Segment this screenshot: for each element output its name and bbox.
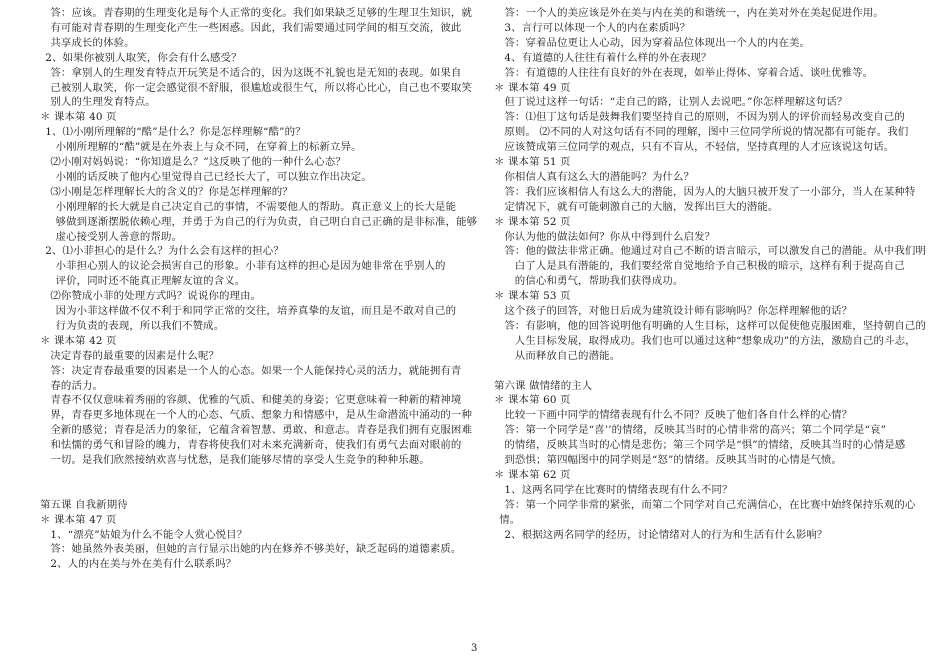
text-line: 有可能对青春期的生理变化产生一些困惑。因此，我们需要通过同学间的相互交流，彼此: [50, 21, 462, 34]
text-line: 3、言行可以体现一个人的内在素质吗？: [504, 21, 691, 34]
text-line: 评价，同时还不能真正理解友谊的含义。: [55, 275, 246, 288]
text-line: 和怯懦的勇气和冒险的魄力，青春将使我们对未来充满新奇，使我们有勇气去面对眼前的: [50, 439, 462, 452]
text-line: 己被别人取笑，你一定会感觉很不舒服，很尴尬或很生气，所以将心比心，自己也不要取笑: [50, 81, 473, 94]
text-line: 答：我们应该相信人有这么大的潜能，因为人的大脑只被开发了一小部分，当人在某种特: [504, 185, 916, 198]
text-line: 从而释放自己的潜能。: [514, 349, 621, 362]
text-line: ＊ 课本第 42 页: [40, 334, 117, 347]
text-line: 你认为他的做法如何？你从中得到什么启发？: [504, 230, 716, 243]
text-line: 答：第一个同学是“喜’’的情绪，反映其当时的心情非常的高兴；第二个同学是“哀”: [504, 424, 887, 437]
text-line: ＊ 课本第 51 页: [494, 156, 571, 168]
text-line: 1、这两名同学在比赛时的情绪表现有什么不同？: [504, 483, 733, 496]
text-line: ＊ 课本第 40 页: [40, 111, 117, 124]
text-line: 答：有道德的人往往有良好的外在表现，如举止得体、穿着合适、谈吐优雅等。: [504, 66, 874, 79]
text-line: 答：一个人的美应该是外在美与内在美的和谐统一，内在美对外在美起促进作用。: [504, 7, 884, 19]
text-line: 够做到逐渐摆脱依赖心理，并勇于为自己的行为负责，自己明白自己正确的是非标准，能够: [55, 215, 478, 228]
text-line: 比较一下画中同学的情绪表现有什么不同？反映了他们各自什么样的心情？: [504, 409, 853, 422]
text-line: 小菲担心别人的议论会损害自己的形象。小菲有这样的担心是因为她非常在乎别人的: [55, 260, 446, 273]
text-line: 到恐惧；第四幅图中的同学则是“怒”的情绪。反映其当时的心情是气愤。: [504, 454, 843, 466]
text-line: 一切。是我们欣然接纳欢喜与忧愁，是我们能够尽情的享受人生竞争的种种乐趣。: [50, 454, 430, 466]
text-line: 答：她虽然外表美丽，但她的言行显示出她的内在修养不够美好，缺乏起码的道德素质。: [50, 543, 462, 556]
text-line: ＊ 课本第 53 页: [494, 290, 571, 303]
text-line: 的情绪，反映其当时的心情是悲伤；第三个同学是“惧”的情绪，反映其当时的心情是感: [504, 439, 906, 452]
text-line: 行为负责的表现，所以我们不赞成。: [55, 319, 225, 332]
text-line: ⑵你赞成小菲的处理方式吗？说说你的理由。: [50, 290, 262, 303]
text-line: 答：拿别人的生理发育特点开玩笑是不适合的，因为这既不礼貌也是无知的表现。如果自: [50, 66, 462, 79]
text-line: 情。: [499, 513, 521, 526]
text-line: ＊ 课本第 49 页: [494, 81, 571, 94]
text-line: ＊ 课本第 52 页: [494, 215, 571, 228]
text-line: 人生目标发展，取得成功。我们也可以通过这种“想象成功”的方法，激励自己的斗志，: [514, 334, 916, 347]
text-line: ＊ 课本第 60 页: [494, 394, 571, 407]
text-line: 2、根据这两名同学的经历，讨论情绪对人的行为和生活有什么影响？: [504, 528, 828, 541]
text-line: 白了人是具有潜能的，我们要经常自觉地给予自己积极的暗示，这样有利于提高自己: [514, 260, 905, 273]
text-line: 这个孩子的回答，对他日后成为建筑设计师有影响吗？你怎样理解他的话？: [504, 305, 853, 317]
text-line: 原则。 ⑵不同的人对这句话有不同的理解，图中三位同学所说的情况都有可能存。我们: [504, 126, 909, 139]
text-line: 决定青春的最重要的因素是什么呢？: [50, 349, 220, 362]
text-line: ⑵小刚对妈妈说：“你知道是么？”这反映了他的一种什么心态？: [50, 156, 346, 168]
text-line: ＊ 课本第 47 页: [40, 513, 117, 526]
text-line: 别人的生理发育特点。: [50, 96, 156, 109]
text-line: 1、“漂亮”姑娘为什么不能令人赏心悦目？: [50, 528, 248, 541]
text-line: 第五课 自我新期待: [40, 498, 128, 511]
text-line: 小刚的话反映了他内心里觉得自己已经长大了，可以独立作出决定。: [55, 170, 372, 183]
text-line: 但丁说过这样一句话：“走自己的路，让别人去说吧。”你怎样理解这句话？: [504, 96, 848, 109]
text-line: 的信心和勇气，帮助我们获得成功。: [514, 275, 684, 288]
text-line: 2、⑴小菲担心的是什么？为什么会有这样的担心？: [45, 245, 284, 258]
text-line: ⑶小刚是怎样理解长大的含义的？你是怎样理解的？: [50, 185, 293, 198]
text-line: 2、人的内在美与外在美有什么联系吗？: [50, 558, 237, 571]
text-line: 答：穿着品位更让人心动，因为穿着品位体现出一个人的内在美。: [504, 36, 811, 49]
text-line: 共享成长的体验。: [50, 36, 135, 49]
text-line: 你相信人真有这么大的潜能吗？为什么？: [504, 170, 695, 183]
text-line: 第六课 做情绪的主人: [494, 379, 593, 392]
text-line: 答：第一个同学非常的紧张，而第二个同学对自己充满信心，在比赛中始终保持乐观的心: [504, 498, 916, 511]
text-line: 答：⑴但丁这句话是鼓舞我们要坚持自己的原则，不因为别人的评价而轻易改变自己的: [504, 111, 905, 124]
text-line: 界，青春更多地体现在一个人的心态、气质、想象力和情感中，是从生命潜流中涌动的一种: [50, 409, 473, 422]
text-line: 小刚理解的长大就是自己决定自己的事情，不需要他人的帮助。真正意义上的长大是能: [55, 200, 457, 213]
text-line: 全新的感觉；青春是活力的象征，它蕴含着智慧、勇敢、和意志。青春是我们拥有克服困难: [50, 424, 473, 437]
text-line: 答：有影响，他的回答说明他有明确的人生目标，这样可以促使他克服困难，坚持朝自己的: [504, 319, 927, 332]
text-line: 1、⑴小刚所理解的“酷”是什么？你是怎样理解“酷”的？: [45, 126, 306, 139]
text-line: 4、有道德的人往往有着什么样的外在表现？: [504, 51, 712, 64]
text-line: 定情况下，就有可能刺激自己的大脑，发挥出巨大的潜能。: [504, 200, 779, 213]
text-line: 答：应该。青春期的生理变化是每个人正常的变化。我们如果缺乏足够的生理卫生知识，就: [50, 7, 473, 19]
text-line: 答：决定青春最重要的因素是一个人的心态。如果一个人能保持心灵的活力，就能拥有青: [50, 364, 462, 377]
text-line: 因为小菲这样做不仅不利于和同学正常的交往，培养真挚的友谊，而且是不敢对自己的: [55, 305, 457, 317]
text-line: 虚心接受别人善意的帮助。: [55, 230, 183, 243]
text-line: ＊ 课本第 62 页: [494, 468, 571, 481]
text-line: 答：他的做法非常正确。他通过对自己不断的语言暗示，可以激发自己的潜能。从中我们明: [504, 245, 927, 258]
text-line: 应该赞成第三位同学的观点，只有不盲从，不轻信，坚持真理的人才应该说这句话。: [504, 141, 895, 154]
text-line: 小刚所理解的“酷”就是在外表上与众不同，在穿着上的标新立异。: [55, 141, 362, 154]
text-line: 春的活力。: [50, 379, 104, 392]
text-line: 青春不仅仅意味着秀丽的容颜、优雅的气质、和健美的身姿；它更意味着一种新的精神境: [50, 394, 462, 407]
text-line: 2、如果你被别人取笑，你会有什么感受？: [45, 51, 242, 64]
page-number: 3: [471, 643, 478, 654]
